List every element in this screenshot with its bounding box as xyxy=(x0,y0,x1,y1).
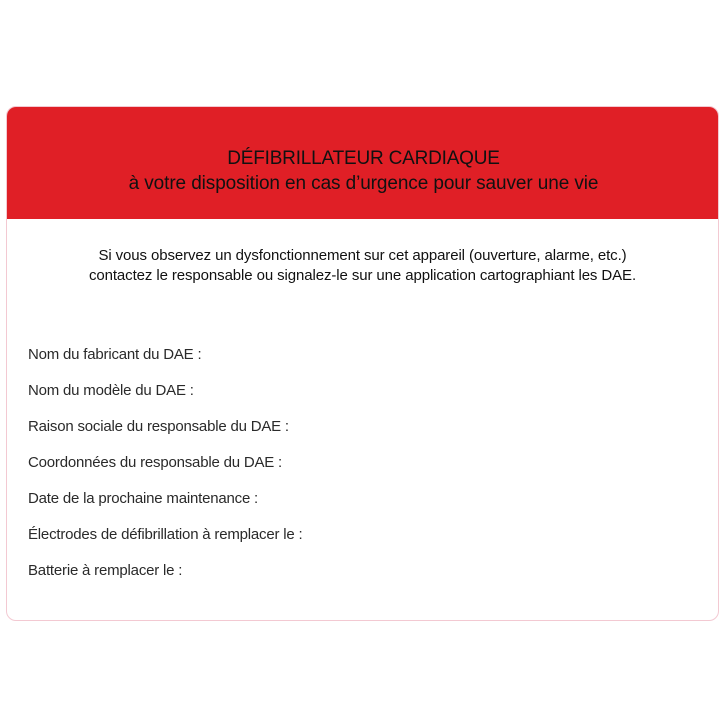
field-label: Coordonnées du responsable du DAE : xyxy=(28,454,283,471)
header-title: DÉFIBRILLATEUR CARDIAQUE xyxy=(227,148,500,169)
field-label: Nom du modèle du DAE : xyxy=(28,382,194,399)
malfunction-notice xyxy=(7,246,718,286)
field-battery-replace xyxy=(28,560,512,596)
field-label: Nom du fabricant du DAE : xyxy=(28,346,202,363)
header-subtitle: à votre disposition en cas d’urgence pour sauver une vie xyxy=(128,173,599,194)
field-label: Date de la prochaine maintenance : xyxy=(28,490,259,507)
field-next-maintenance xyxy=(28,488,512,524)
field-manufacturer xyxy=(28,344,512,380)
notice-line-2: contactez le responsable ou signalez-le sur une application cartographiant les DAE. xyxy=(88,267,637,284)
aed-info-label-card xyxy=(6,106,719,621)
notice-line-1: Si vous observez un dysfonctionnement sur cet appareil (ouverture, alarme, etc.) xyxy=(98,247,627,264)
field-label: Batterie à remplacer le : xyxy=(28,562,183,579)
field-electrodes-replace xyxy=(28,524,512,560)
field-contact-details xyxy=(28,452,512,488)
field-model xyxy=(28,380,512,416)
field-label: Raison sociale du responsable du DAE : xyxy=(28,418,289,435)
info-fields-list xyxy=(28,344,512,596)
header-banner xyxy=(6,106,719,219)
field-company-name xyxy=(28,416,512,452)
field-label: Électrodes de défibrillation à remplacer le : xyxy=(28,526,303,543)
